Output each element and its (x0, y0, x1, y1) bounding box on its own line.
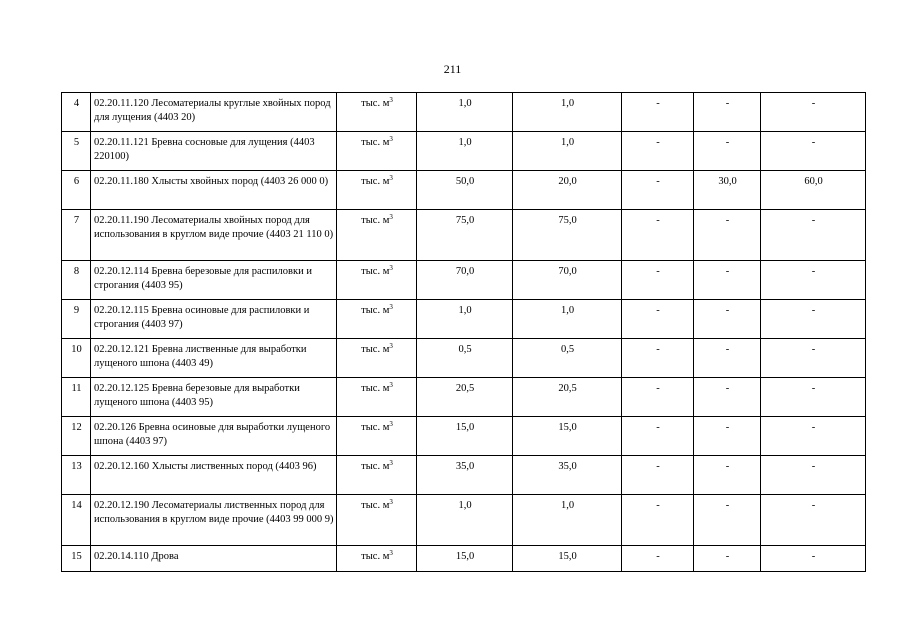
unit-superscript: 3 (389, 420, 393, 428)
product-name-cell: 02.20.11.180 Хлысты хвойных пород (4403 26 000 0) (91, 171, 337, 210)
value-5-cell: 60,0 (761, 171, 866, 210)
value-5-cell: - (761, 210, 866, 261)
value-1-cell: 70,0 (417, 261, 513, 300)
unit-text: тыс. м (361, 305, 390, 316)
value-4-cell: - (694, 495, 761, 546)
value-4-cell: - (694, 93, 761, 132)
value-5-cell: - (761, 132, 866, 171)
row-number-cell: 4 (62, 93, 91, 132)
unit-superscript: 3 (389, 498, 393, 506)
unit-cell (337, 339, 417, 378)
value-3-cell: - (622, 495, 694, 546)
row-number-cell: 15 (62, 546, 91, 572)
value-2-cell: 1,0 (513, 495, 622, 546)
value-5-cell: - (761, 300, 866, 339)
unit-text: тыс. м (361, 176, 390, 187)
value-2-cell: 20,0 (513, 171, 622, 210)
value-3-cell: - (622, 171, 694, 210)
unit-superscript: 3 (389, 174, 393, 182)
row-number-cell: 10 (62, 339, 91, 378)
value-2-cell: 0,5 (513, 339, 622, 378)
value-4-cell: - (694, 210, 761, 261)
value-2-cell: 20,5 (513, 378, 622, 417)
table-row (62, 417, 866, 456)
unit-text: тыс. м (361, 215, 390, 226)
product-name-cell: 02.20.11.121 Бревна сосновые для лущения (4403 220100) (91, 132, 337, 171)
unit-cell (337, 546, 417, 572)
unit-superscript: 3 (389, 213, 393, 221)
data-table (61, 92, 866, 572)
product-name-cell: 02.20.12.121 Бревна лиственные для выработки лущеного шпона (4403 49) (91, 339, 337, 378)
row-number-cell: 11 (62, 378, 91, 417)
value-4-cell: 30,0 (694, 171, 761, 210)
product-name-cell: 02.20.12.160 Хлысты лиственных пород (4403 96) (91, 456, 337, 495)
unit-superscript: 3 (389, 303, 393, 311)
value-3-cell: - (622, 378, 694, 417)
unit-text: тыс. м (361, 266, 390, 277)
row-number-cell: 8 (62, 261, 91, 300)
value-4-cell: - (694, 456, 761, 495)
value-4-cell: - (694, 546, 761, 572)
value-3-cell: - (622, 300, 694, 339)
value-5-cell: - (761, 93, 866, 132)
value-5-cell: - (761, 417, 866, 456)
value-1-cell: 20,5 (417, 378, 513, 417)
value-4-cell: - (694, 378, 761, 417)
table-row (62, 261, 866, 300)
value-1-cell: 75,0 (417, 210, 513, 261)
table-row (62, 456, 866, 495)
unit-text: тыс. м (361, 383, 390, 394)
value-2-cell: 70,0 (513, 261, 622, 300)
table-body (62, 93, 866, 572)
table-row (62, 132, 866, 171)
unit-cell (337, 132, 417, 171)
unit-cell (337, 300, 417, 339)
value-1-cell: 15,0 (417, 546, 513, 572)
row-number-cell: 6 (62, 171, 91, 210)
value-4-cell: - (694, 339, 761, 378)
unit-superscript: 3 (389, 342, 393, 350)
table-row (62, 495, 866, 546)
row-number-cell: 13 (62, 456, 91, 495)
value-2-cell: 75,0 (513, 210, 622, 261)
value-3-cell: - (622, 93, 694, 132)
product-name-cell: 02.20.12.190 Лесоматериалы лиственных пород для использования в круглом виде прочие (4403 99 000 9) (91, 495, 337, 546)
unit-cell (337, 378, 417, 417)
row-number-cell: 7 (62, 210, 91, 261)
value-3-cell: - (622, 417, 694, 456)
unit-text: тыс. м (361, 551, 390, 562)
value-5-cell: - (761, 261, 866, 300)
row-number-cell: 9 (62, 300, 91, 339)
value-3-cell: - (622, 339, 694, 378)
value-2-cell: 15,0 (513, 546, 622, 572)
unit-superscript: 3 (389, 135, 393, 143)
table-row (62, 171, 866, 210)
product-name-cell: 02.20.11.120 Лесоматериалы круглые хвойных пород для лущения (4403 20) (91, 93, 337, 132)
unit-text: тыс. м (361, 422, 390, 433)
page-number: 211 (443, 62, 462, 76)
unit-text: тыс. м (361, 98, 390, 109)
unit-cell (337, 210, 417, 261)
value-4-cell: - (694, 300, 761, 339)
value-3-cell: - (622, 210, 694, 261)
table-row (62, 378, 866, 417)
value-2-cell: 1,0 (513, 132, 622, 171)
row-number-cell: 12 (62, 417, 91, 456)
value-5-cell: - (761, 456, 866, 495)
value-1-cell: 1,0 (417, 93, 513, 132)
value-3-cell: - (622, 456, 694, 495)
value-3-cell: - (622, 261, 694, 300)
unit-cell (337, 417, 417, 456)
unit-cell (337, 456, 417, 495)
value-2-cell: 1,0 (513, 300, 622, 339)
unit-cell (337, 261, 417, 300)
value-1-cell: 0,5 (417, 339, 513, 378)
table-row (62, 546, 866, 572)
row-number-cell: 5 (62, 132, 91, 171)
value-5-cell: - (761, 546, 866, 572)
value-1-cell: 35,0 (417, 456, 513, 495)
value-3-cell: - (622, 546, 694, 572)
value-4-cell: - (694, 132, 761, 171)
unit-text: тыс. м (361, 137, 390, 148)
value-2-cell: 35,0 (513, 456, 622, 495)
product-name-cell: 02.20.14.110 Дрова (91, 546, 337, 572)
unit-cell (337, 93, 417, 132)
unit-superscript: 3 (389, 381, 393, 389)
value-5-cell: - (761, 495, 866, 546)
value-5-cell: - (761, 378, 866, 417)
value-4-cell: - (694, 261, 761, 300)
value-2-cell: 15,0 (513, 417, 622, 456)
value-1-cell: 15,0 (417, 417, 513, 456)
product-name-cell: 02.20.12.125 Бревна березовые для выработки лущеного шпона (4403 95) (91, 378, 337, 417)
unit-superscript: 3 (389, 96, 393, 104)
product-name-cell: 02.20.126 Бревна осиновые для выработки лущеного шпона (4403 97) (91, 417, 337, 456)
value-2-cell: 1,0 (513, 93, 622, 132)
unit-superscript: 3 (389, 459, 393, 467)
value-4-cell: - (694, 417, 761, 456)
value-5-cell: - (761, 339, 866, 378)
table-row (62, 210, 866, 261)
row-number-cell: 14 (62, 495, 91, 546)
table-row (62, 300, 866, 339)
unit-cell (337, 495, 417, 546)
unit-superscript: 3 (389, 264, 393, 272)
unit-cell (337, 171, 417, 210)
value-1-cell: 1,0 (417, 300, 513, 339)
product-name-cell: 02.20.12.114 Бревна березовые для распиловки и строгания (4403 95) (91, 261, 337, 300)
unit-text: тыс. м (361, 461, 390, 472)
table-row (62, 339, 866, 378)
value-1-cell: 1,0 (417, 132, 513, 171)
value-3-cell: - (622, 132, 694, 171)
product-name-cell: 02.20.11.190 Лесоматериалы хвойных пород для использования в круглом виде прочие (4403 21 110 0) (91, 210, 337, 261)
unit-text: тыс. м (361, 500, 390, 511)
unit-superscript: 3 (389, 549, 393, 557)
unit-text: тыс. м (361, 344, 390, 355)
product-name-cell: 02.20.12.115 Бревна осиновые для распиловки и строгания (4403 97) (91, 300, 337, 339)
value-1-cell: 1,0 (417, 495, 513, 546)
value-1-cell: 50,0 (417, 171, 513, 210)
table-row (62, 93, 866, 132)
